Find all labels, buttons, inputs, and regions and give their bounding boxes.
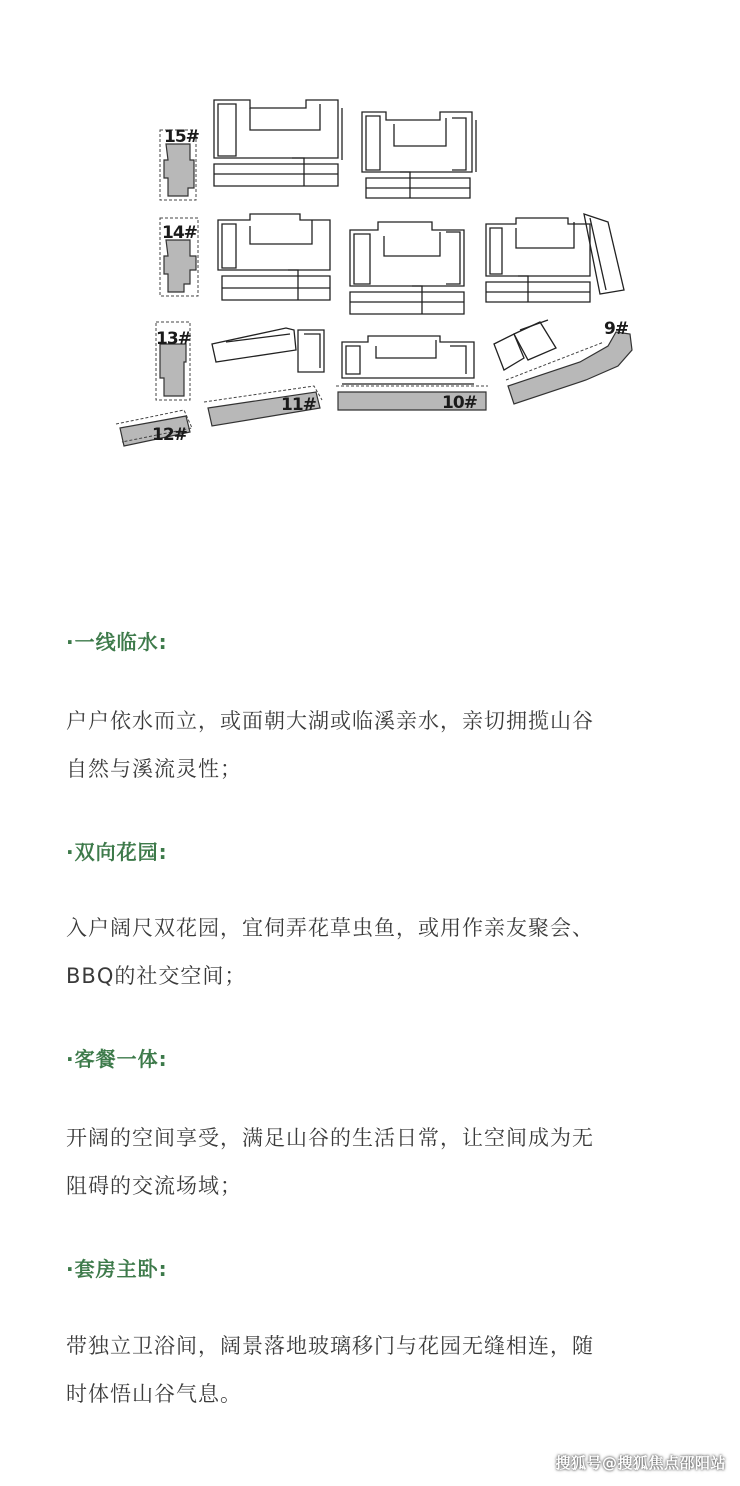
villa-block-r2-b — [350, 222, 464, 314]
feature-heading-master-suite: ·套房主卧: — [66, 1257, 168, 1281]
text-line: 自然与溪流灵性； — [66, 757, 242, 781]
text-line: BBQ的社交空间； — [66, 964, 247, 988]
site-plan — [0, 0, 740, 470]
feature-text-gardens — [66, 904, 686, 1000]
feature-heading-living-dining: ·客餐一体: — [66, 1047, 168, 1071]
building-label-12: 12# — [152, 425, 187, 445]
building-9-footprint — [508, 332, 632, 404]
site-plan-drawing — [0, 0, 740, 470]
villa-block-r1-b — [362, 112, 476, 198]
building-label-14: 14# — [162, 223, 197, 243]
building-13-footprint — [160, 344, 186, 396]
villa-block-r3-a — [212, 328, 324, 372]
villa-block-r1-a — [214, 100, 342, 186]
text-line: 带独立卫浴间，阔景落地玻璃移门与花园无缝相连，随 — [66, 1334, 594, 1358]
text-line: 开阔的空间享受，满足山谷的生活日常，让空间成为无 — [66, 1126, 594, 1150]
text-line: 户户依水而立，或面朝大湖或临溪亲水，亲切拥揽山谷 — [66, 709, 594, 733]
villa-block-r2-a — [218, 214, 330, 300]
feature-heading-gardens: ·双向花园: — [66, 840, 168, 864]
building-label-10: 10# — [442, 393, 477, 413]
text-line: 入户阔尺双花园，宜伺弄花草虫鱼，或用作亲友聚会、 — [66, 916, 594, 940]
villa-block-r2-c — [486, 214, 624, 302]
text-line: 时体悟山谷气息。 — [66, 1382, 242, 1406]
building-label-11: 11# — [281, 395, 316, 415]
feature-text-living-dining — [66, 1114, 686, 1210]
building-15-footprint — [164, 144, 194, 196]
villa-block-r3-b — [342, 336, 474, 384]
feature-heading-waterfront: ·一线临水: — [66, 630, 168, 654]
building-14-footprint — [164, 240, 196, 292]
watermark: 搜狐号@搜狐焦点邵阳站 — [555, 1454, 726, 1472]
feature-text-master-suite — [66, 1322, 686, 1418]
feature-text-waterfront — [66, 697, 686, 793]
building-label-15: 15# — [164, 127, 199, 147]
text-line: 阻碍的交流场域； — [66, 1174, 242, 1198]
villa-block-r3-c — [494, 320, 556, 370]
building-label-13: 13# — [156, 329, 191, 349]
building-label-9: 9# — [604, 319, 629, 339]
